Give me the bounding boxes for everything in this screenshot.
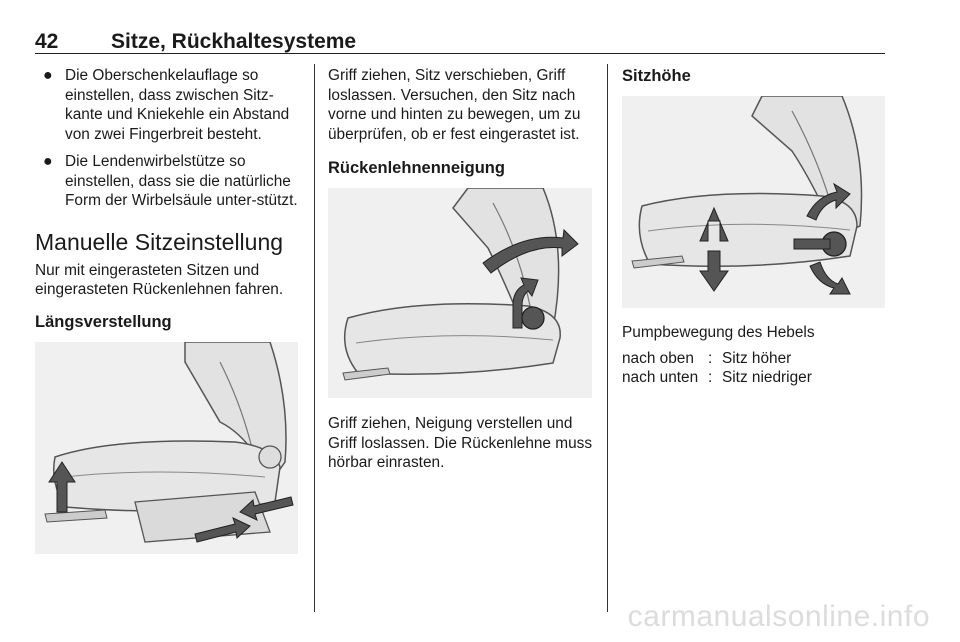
section-heading: Manuelle Sitzeinstellung	[35, 228, 284, 255]
table-row	[622, 368, 887, 387]
figure-caption: Griff ziehen, Neigung verstellen und Griff loslassen. Die Rückenlehne muss hörbar einrasten.	[328, 415, 593, 471]
figure-caption: Pumpbewegung des Hebels	[622, 324, 815, 341]
bullet-text: Die Lendenwirbelstütze so einstellen, dass sie die natürliche Form der Wirbelsäule unter-stützt.	[65, 153, 298, 209]
page-title: Sitze, Rückhaltesysteme	[111, 30, 357, 53]
column-2	[328, 66, 596, 473]
subheading-sitzhoehe: Sitzhöhe	[622, 67, 691, 85]
row-key: nach unten	[622, 368, 699, 386]
bullet-text: Die Oberschenkelauflage so einstellen, dass zwischen Sitz-kante und Kniekehle ein Abstand von zwei Fingerbreit besteht.	[65, 67, 290, 143]
subheading-rueckenlehnenneigung: Rückenlehnenneigung	[328, 159, 505, 177]
page-number: 42	[35, 30, 59, 53]
column-1	[35, 66, 300, 554]
backrest-recline-illustration	[328, 188, 592, 398]
row-separator: :	[708, 349, 713, 367]
row-key: nach oben	[622, 349, 694, 367]
page-header	[35, 14, 885, 54]
bullet-icon: ●	[43, 67, 53, 84]
list-item	[35, 152, 300, 211]
row-separator: :	[708, 368, 713, 386]
table-row	[622, 349, 887, 368]
list-item	[35, 66, 300, 144]
seat-fore-aft-illustration	[35, 342, 298, 554]
intro-text: Griff ziehen, Sitz verschieben, Griff loslassen. Versuchen, den Sitz nach vorne und hinten zu bewegen, um zu überprüfen, ob er fest eingerastet ist.	[328, 67, 581, 143]
seat-height-illustration	[622, 96, 885, 308]
column-3	[622, 66, 887, 387]
row-value: Sitz niedriger	[722, 368, 812, 386]
column-divider	[314, 64, 315, 612]
watermark: carmanualsonline.info	[627, 600, 930, 633]
bullet-icon: ●	[43, 153, 53, 170]
column-divider	[607, 64, 608, 612]
row-value: Sitz höher	[722, 349, 792, 367]
intro-text: Nur mit eingerasteten Sitzen und eingerasteten Rückenlehnen fahren.	[35, 261, 284, 298]
subheading-laengsverstellung: Längsverstellung	[35, 312, 172, 331]
